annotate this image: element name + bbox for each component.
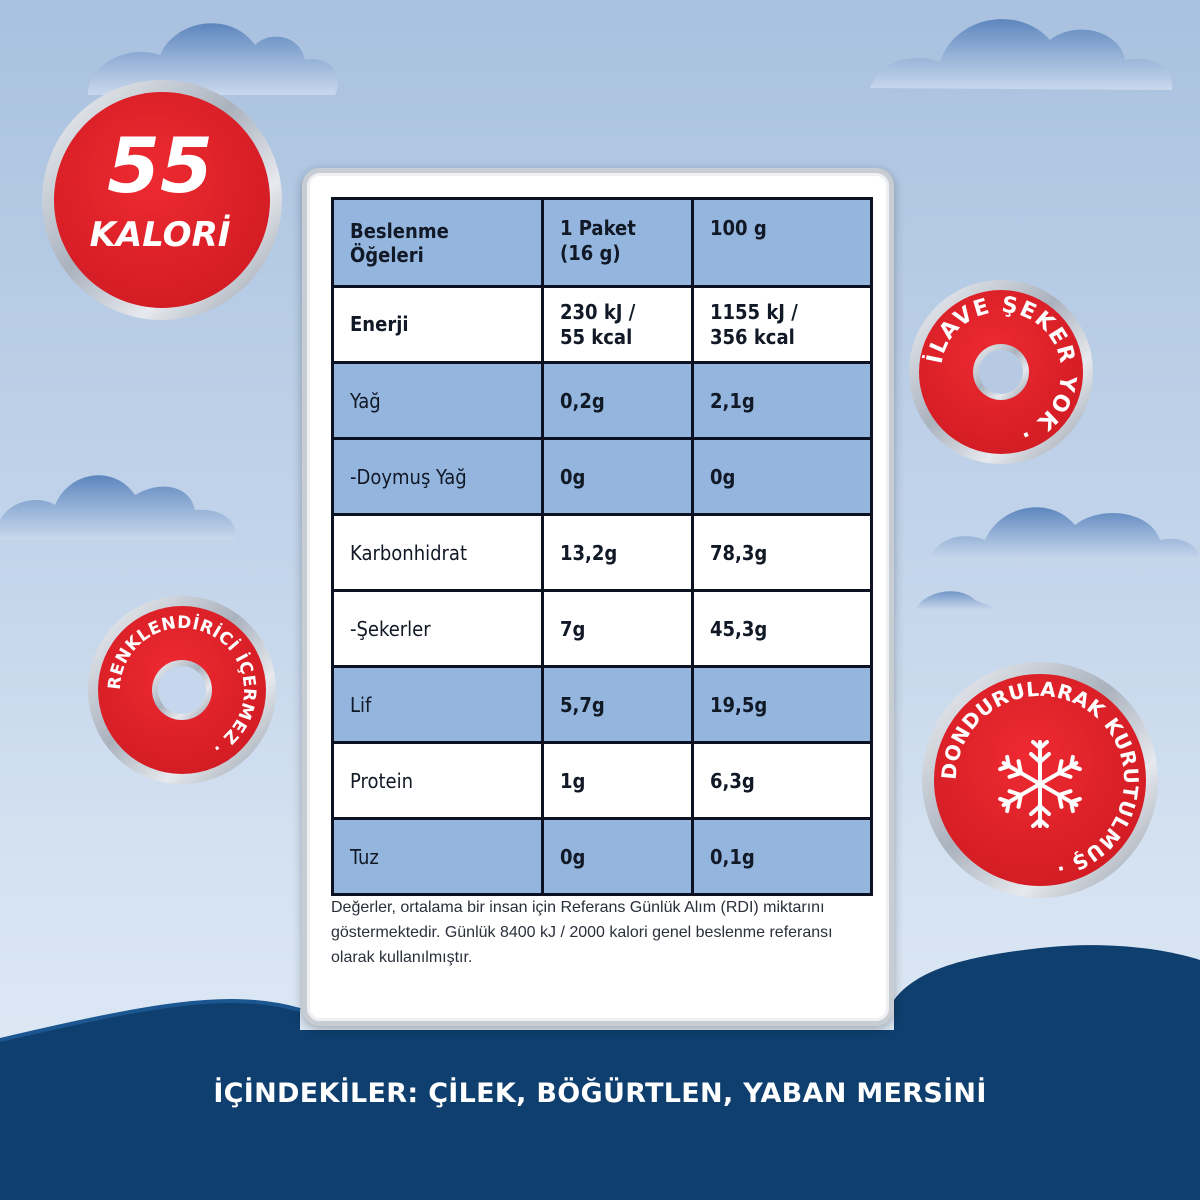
table-row — [333, 591, 872, 667]
no-colorants-ring-text: RENKLENDİRİCİ İÇERMEZ · — [104, 612, 260, 758]
nutrient-per-100g: 2,1g — [693, 363, 872, 439]
nutrient-per-100g: 0,1g — [693, 819, 872, 895]
energy-label: Enerji — [333, 287, 543, 363]
nutrient-per-pack: 5,7g — [543, 667, 693, 743]
rdi-footnote: Değerler, ortalama bir insan için Referans Günlük Alım (RDI) miktarını göstermektedir. Günlük 8400 kJ / 2000 kalori genel beslenme referansı olarak kullanılmıştır. — [331, 899, 833, 966]
calories-label: KALORİ — [89, 215, 231, 255]
nutrient-per-pack: 13,2g — [543, 515, 693, 591]
table-row — [333, 819, 872, 895]
energy-per-100g: 1155 kJ / 356 kcal — [693, 287, 872, 363]
nutrient-per-pack: 1g — [543, 743, 693, 819]
freeze-dried-ring-text: DONDURULARAK KURUTULMUŞ · — [936, 676, 1144, 882]
header-per-100g: 100 g — [693, 199, 872, 287]
nutrient-label: -Doymuş Yağ — [333, 439, 543, 515]
nutrient-per-100g: 45,3g — [693, 591, 872, 667]
nutrition-table — [331, 197, 873, 896]
table-row — [333, 363, 872, 439]
nutrient-per-pack: 0g — [543, 439, 693, 515]
nutrition-panel — [302, 168, 894, 1026]
energy-per-pack: 230 kJ / 55 kcal — [543, 287, 693, 363]
svg-text:DONDURULARAK KURUTULMUŞ · — [937, 677, 1144, 881]
header-per-pack: 1 Paket (16 g) — [543, 199, 693, 287]
nutrient-label: Karbonhidrat — [333, 515, 543, 591]
no-added-sugar-ring-text: İLAVE ŞEKER YOK · — [922, 292, 1081, 448]
nutrient-per-100g: 0g — [693, 439, 872, 515]
table-row — [333, 515, 872, 591]
nutrient-per-pack: 0g — [543, 819, 693, 895]
nutrient-per-100g: 19,5g — [693, 667, 872, 743]
table-row — [333, 743, 872, 819]
nutrient-label: Tuz — [333, 819, 543, 895]
nutrient-per-100g: 6,3g — [693, 743, 872, 819]
header-nutrients: Beslenme Öğeleri — [333, 199, 543, 287]
svg-text:RENKLENDİRİCİ İÇERMEZ · — [105, 612, 260, 758]
nutrient-label: -Şekerler — [333, 591, 543, 667]
nutrient-per-100g: 78,3g — [693, 515, 872, 591]
table-row-energy — [333, 287, 872, 363]
table-row — [333, 439, 872, 515]
table-header-row — [333, 199, 872, 287]
calories-number: 55 — [107, 121, 213, 210]
nutrient-label: Protein — [333, 743, 543, 819]
svg-text:İLAVE ŞEKER YOK · — [922, 293, 1081, 448]
table-row — [333, 667, 872, 743]
nutrient-label: Lif — [333, 667, 543, 743]
nutrient-per-pack: 0,2g — [543, 363, 693, 439]
nutrient-label: Yağ — [333, 363, 543, 439]
ingredients-text: İÇİNDEKİLER: ÇİLEK, BÖĞÜRTLEN, YABAN MERSİNİ — [213, 1078, 987, 1109]
nutrient-per-pack: 7g — [543, 591, 693, 667]
